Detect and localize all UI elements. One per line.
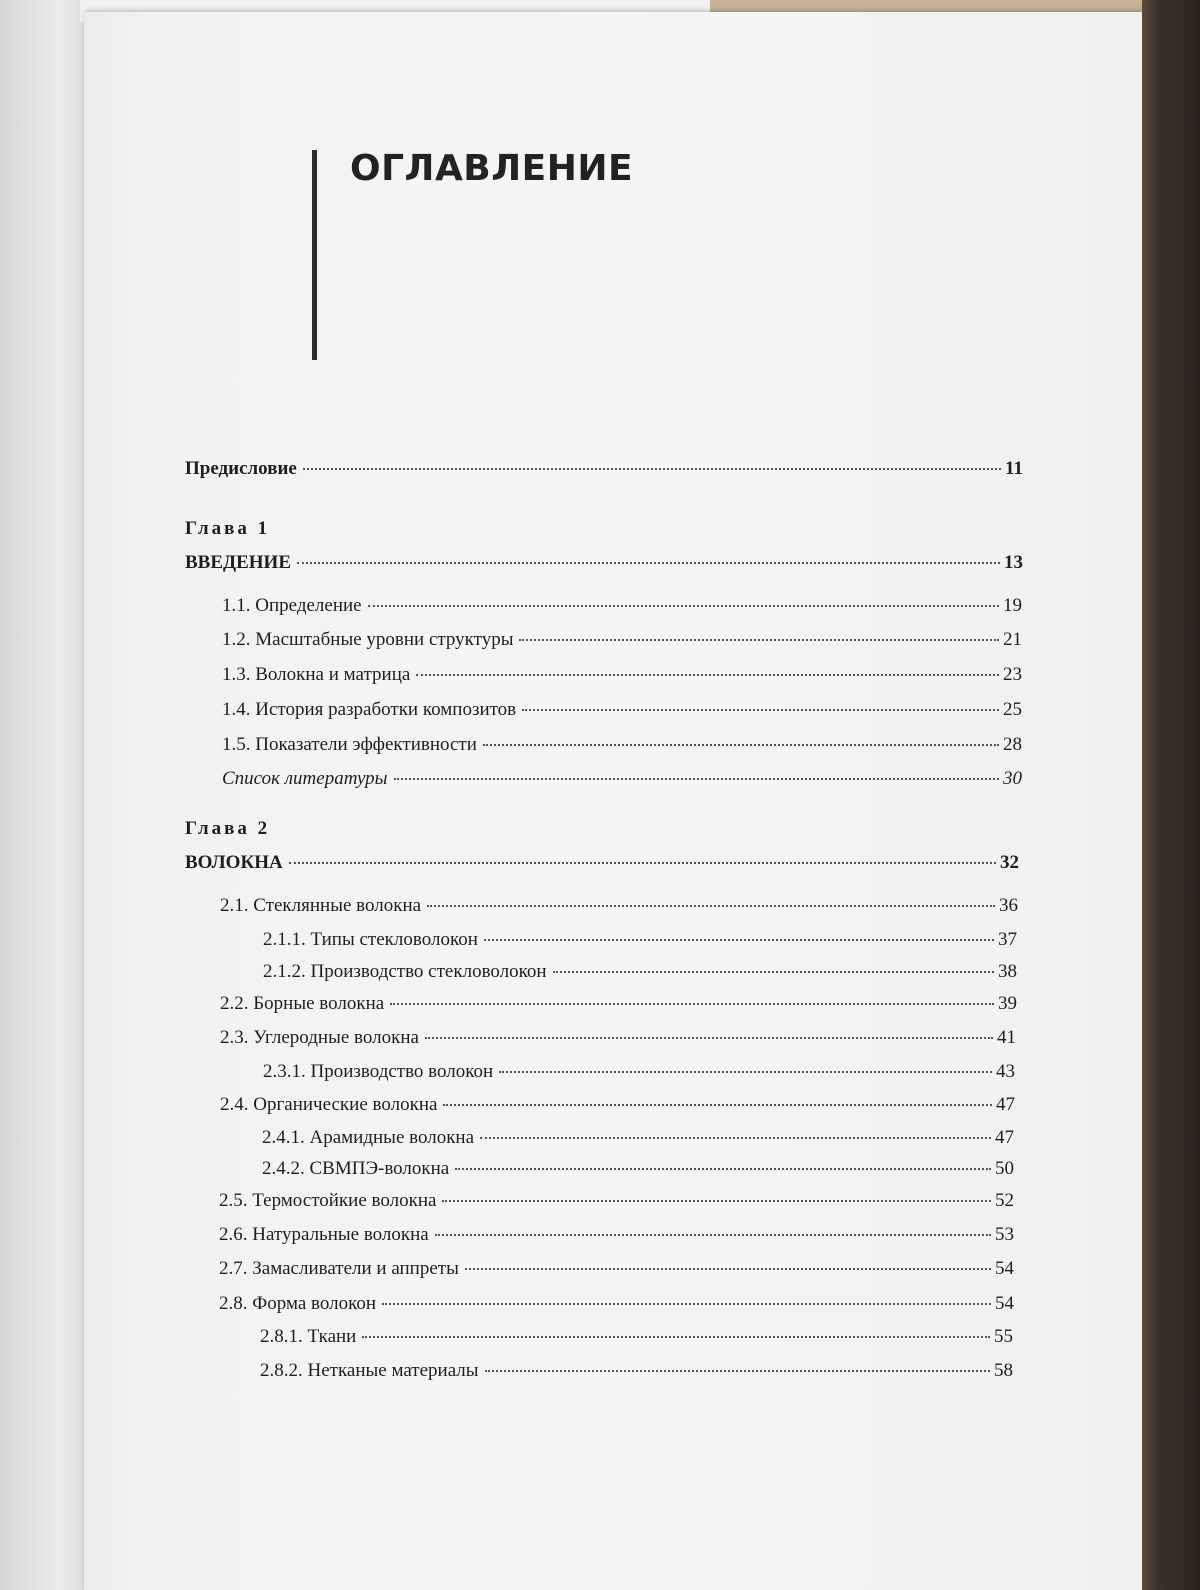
toc-entry-text: 1.2. Масштабные уровни структуры (222, 629, 514, 650)
toc-entry-page: 54 (995, 1293, 1014, 1314)
toc-entry (222, 699, 1022, 721)
toc-entry (263, 961, 1017, 983)
book-page (84, 12, 1142, 1590)
toc-entry-page: 36 (999, 895, 1018, 916)
toc-entry-page: 11 (1005, 458, 1023, 479)
toc-entry (260, 1360, 1013, 1382)
toc-entry-page: 53 (995, 1224, 1014, 1245)
toc-entry-text: 1.5. Показатели эффективности (222, 734, 477, 755)
toc-entry-page: 30 (1003, 768, 1022, 789)
dot-leader (442, 1200, 991, 1202)
toc-entry-text: 1.3. Волокна и матрица (222, 664, 411, 685)
toc-entry (220, 993, 1017, 1015)
toc-entry-page: 54 (995, 1258, 1014, 1279)
toc-entry-text: 2.6. Натуральные волокна (219, 1224, 429, 1245)
toc-entry-page: 37 (998, 929, 1017, 950)
dot-leader (368, 605, 999, 607)
toc-entry-text: 2.1. Стеклянные волокна (220, 895, 422, 916)
toc-entry-references (222, 768, 1022, 790)
dot-leader (416, 674, 999, 676)
dot-leader (484, 939, 994, 941)
dot-leader (427, 905, 995, 907)
toc-entry-text: 2.1.2. Производство стекловолокон (263, 961, 547, 982)
toc-entry-chapter-2-title (185, 852, 1019, 874)
toc-entry-page: 47 (996, 1094, 1015, 1115)
dot-leader (394, 778, 999, 780)
toc-entry-page: 13 (1004, 552, 1023, 573)
dot-leader (499, 1071, 992, 1073)
dot-leader (382, 1303, 991, 1305)
toc-entry-page: 28 (1003, 734, 1022, 755)
toc-entry (222, 595, 1022, 617)
dot-leader (465, 1268, 991, 1270)
toc-entry (262, 1158, 1014, 1180)
page-title: ОГЛАВЛЕНИЕ (350, 148, 634, 189)
toc-entry-page: 55 (994, 1326, 1013, 1347)
toc-entry (222, 629, 1022, 651)
toc-entry-page: 19 (1003, 595, 1022, 616)
toc-entry-text: 2.3. Углеродные волокна (220, 1027, 419, 1048)
dot-leader (297, 562, 1000, 564)
toc-entry-page: 39 (998, 993, 1017, 1014)
toc-entry-page: 32 (1000, 852, 1019, 873)
toc-entry (219, 1224, 1014, 1246)
dot-leader (425, 1037, 993, 1039)
toc-entry-text: 2.3.1. Производство волокон (263, 1061, 494, 1082)
dot-leader (519, 639, 999, 641)
dot-leader (485, 1370, 990, 1372)
book-cover-edge (1142, 0, 1200, 1590)
toc-entry-page: 52 (995, 1190, 1014, 1211)
toc-entry-text: 2.5. Термостойкие волокна (219, 1190, 437, 1211)
previous-page-edge (0, 0, 95, 1590)
title-accent-bar (312, 150, 317, 360)
toc-entry (219, 1258, 1014, 1280)
dot-leader (522, 709, 999, 711)
dot-leader (483, 744, 999, 746)
toc-entry-text: 2.7. Замасливатели и аппреты (219, 1258, 459, 1279)
toc-entry-page: 41 (997, 1027, 1016, 1048)
toc-entry (260, 1326, 1013, 1348)
toc-entry-text: 2.1.1. Типы стекловолокон (263, 929, 478, 950)
toc-entry-page: 38 (998, 961, 1017, 982)
dot-leader (443, 1104, 992, 1106)
dot-leader (455, 1168, 991, 1170)
toc-entry-chapter-1-title (185, 552, 1023, 574)
dot-leader (553, 971, 994, 973)
toc-entry-page: 43 (996, 1061, 1015, 1082)
toc-entry-page: 21 (1003, 629, 1022, 650)
toc-entry (219, 1293, 1014, 1315)
toc-entry-page: 23 (1003, 664, 1022, 685)
toc-entry-text: 1.1. Определение (222, 595, 362, 616)
toc-entry-text: 2.8.2. Нетканые материалы (260, 1360, 479, 1381)
chapter-1-label: Глава 1 (185, 518, 271, 539)
toc-entry (262, 1127, 1014, 1149)
dot-leader (362, 1336, 990, 1338)
toc-entry (263, 929, 1017, 951)
toc-entry (263, 1061, 1015, 1083)
dot-leader (390, 1003, 994, 1005)
toc-entry-text: ВОЛОКНА (185, 852, 283, 873)
toc-entry (220, 1094, 1015, 1116)
toc-entry-text: Предисловие (185, 458, 297, 479)
dot-leader (289, 862, 996, 864)
toc-entry-preface (185, 458, 1023, 480)
toc-entry (219, 1190, 1014, 1212)
toc-entry-page: 47 (995, 1127, 1014, 1148)
toc-entry-page: 50 (995, 1158, 1014, 1179)
chapter-2-label: Глава 2 (185, 818, 271, 839)
toc-entry (222, 734, 1022, 756)
dot-leader (480, 1137, 991, 1139)
dot-leader (303, 468, 1001, 470)
toc-entry (220, 895, 1018, 917)
toc-entry-page: 25 (1003, 699, 1022, 720)
toc-entry (222, 664, 1022, 686)
dot-leader (435, 1234, 991, 1236)
toc-entry-text: Список литературы (222, 768, 388, 789)
toc-entry-text: 2.4.2. СВМПЭ-волокна (262, 1158, 450, 1179)
toc-entry-page: 58 (994, 1360, 1013, 1381)
toc-entry-text: ВВЕДЕНИЕ (185, 552, 291, 573)
toc-entry-text: 2.4. Органические волокна (220, 1094, 438, 1115)
toc-entry-text: 1.4. История разработки композитов (222, 699, 517, 720)
toc-entry-text: 2.2. Борные волокна (220, 993, 385, 1014)
toc-entry-text: 2.4.1. Арамидные волокна (262, 1127, 475, 1148)
toc-entry (220, 1027, 1016, 1049)
toc-entry-text: 2.8.1. Ткани (260, 1326, 357, 1347)
toc-entry-text: 2.8. Форма волокон (219, 1293, 377, 1314)
